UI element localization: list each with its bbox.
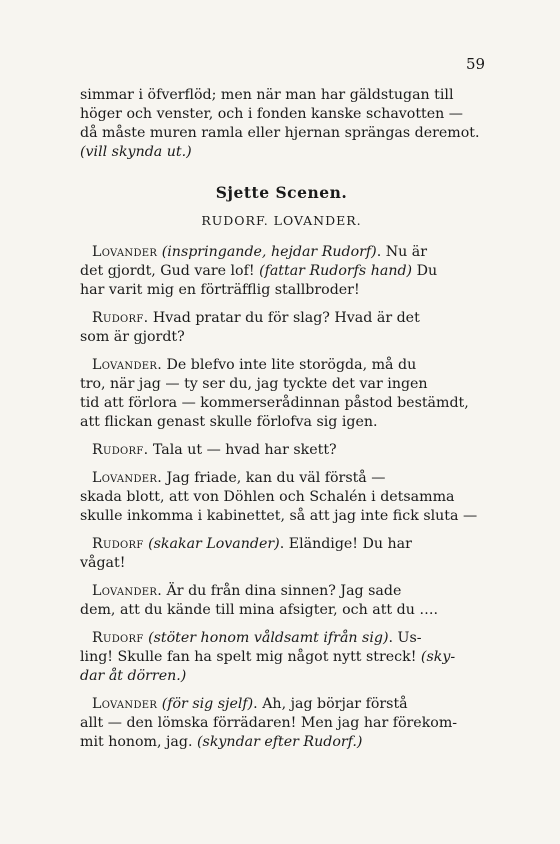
dialogue-line: det gjordt, Gud vare lof! (fattar Rudorfs hand) Du bbox=[80, 263, 438, 279]
dialogue-line: Lovander (för sig sjelf). Ah, jag börjar förstå bbox=[92, 696, 408, 712]
dialogue-line: skada blott, att von Döhlen och Schalén i detsamma bbox=[80, 489, 455, 505]
dialogue-line: mit honom, jag. (skyndar efter Rudorf.) bbox=[80, 734, 363, 750]
dialogue-line: skulle inkomma i kabinettet, så att jag inte fick sluta — bbox=[80, 508, 478, 524]
dialogue-line: Lovander. Jag friade, kan du väl förstå — bbox=[92, 470, 386, 486]
scene-title: Sjette Scenen. bbox=[215, 183, 348, 202]
dialogue-line bbox=[80, 667, 483, 686]
speaker-name: Rudorf bbox=[92, 630, 144, 646]
dialogue-line: allt — den lömska förrädaren! Men jag har förekom- bbox=[80, 715, 458, 731]
dialogue-line: Lovander. Är du från dina sinnen? Jag sade bbox=[92, 583, 402, 599]
page-text bbox=[80, 86, 483, 752]
intro-paragraph bbox=[80, 86, 483, 162]
stage-direction: dar åt dörren.) bbox=[80, 668, 187, 684]
dialogue-block bbox=[80, 695, 483, 752]
speaker-name: Lovander. bbox=[92, 357, 163, 373]
dialogue-line: Rudorf. Tala ut — hvad har skett? bbox=[92, 442, 337, 458]
dialogue-line: Lovander. De blefvo inte lite storögda, må du bbox=[92, 357, 417, 373]
stage-direction: (inspringande, hejdar Rudorf) bbox=[161, 244, 377, 260]
dialogue-block bbox=[80, 535, 483, 573]
speaker-name: Lovander bbox=[92, 244, 158, 260]
intro-line: höger och venster, och i fonden kanske schavotten — bbox=[80, 106, 463, 122]
dialogue-line: som är gjordt? bbox=[80, 329, 185, 345]
dialogue-line: dem, att du kände till mina afsigter, och att du …. bbox=[80, 602, 439, 618]
speaker-name: Lovander bbox=[92, 696, 158, 712]
speaker-name: Rudorf. bbox=[92, 310, 149, 326]
dialogue-block bbox=[80, 582, 483, 620]
dialogue-block bbox=[80, 441, 483, 460]
stage-direction: (fattar Rudorfs hand) bbox=[259, 263, 413, 279]
dialogue-line: Lovander (inspringande, hejdar Rudorf). Nu är bbox=[92, 244, 428, 260]
dialogue-block bbox=[80, 309, 483, 347]
stage-direction: (vill skynda ut.) bbox=[80, 144, 192, 160]
dialogue-block bbox=[80, 469, 483, 526]
speaker-name: Rudorf. bbox=[92, 442, 149, 458]
speaker-name: Rudorf bbox=[92, 536, 144, 552]
dialogue-block bbox=[80, 629, 483, 686]
dialogue-line: tid att förlora — kommerserådinnan påstod bestämdt, bbox=[80, 395, 469, 411]
dialogue-line: har varit mig en förträfflig stallbroder! bbox=[80, 282, 360, 298]
dialogue-line: tro, när jag — ty ser du, jag tyckte det var ingen bbox=[80, 376, 428, 392]
dialogue-line: Rudorf. Hvad pratar du för slag? Hvad är det bbox=[92, 310, 420, 326]
speaker-name: Lovander. bbox=[92, 470, 163, 486]
dialogue-line: Rudorf (skakar Lovander). Eländige! Du har bbox=[92, 536, 412, 552]
dialogue-line: ling! Skulle fan ha spelt mig något nytt streck! (sky- bbox=[80, 649, 456, 665]
dialogue-line: vågat! bbox=[80, 555, 126, 571]
dialogue bbox=[80, 243, 483, 752]
stage-direction: (stöter honom våldsamt ifrån sig) bbox=[148, 630, 389, 646]
dialogue-block bbox=[80, 243, 483, 300]
speaker-name: Lovander. bbox=[92, 583, 163, 599]
dialogue-line: Rudorf (stöter honom våldsamt ifrån sig). Us- bbox=[92, 630, 422, 646]
intro-line: då måste muren ramla eller hjernan sprängas deremot. bbox=[80, 125, 480, 141]
stage-direction: (sky- bbox=[420, 649, 456, 665]
stage-direction: (för sig sjelf) bbox=[161, 696, 254, 712]
stage-direction: (skyndar efter Rudorf.) bbox=[197, 734, 363, 750]
intro-line: simmar i öfverflöd; men när man har gäldstugan till bbox=[80, 87, 454, 103]
page-number: 59 bbox=[466, 55, 486, 73]
dialogue-block bbox=[80, 356, 483, 432]
characters-line: RUDORF. LOVANDER. bbox=[201, 213, 362, 228]
dialogue-line: att flickan genast skulle förlofva sig igen. bbox=[80, 414, 378, 430]
stage-direction: (skakar Lovander) bbox=[148, 536, 280, 552]
